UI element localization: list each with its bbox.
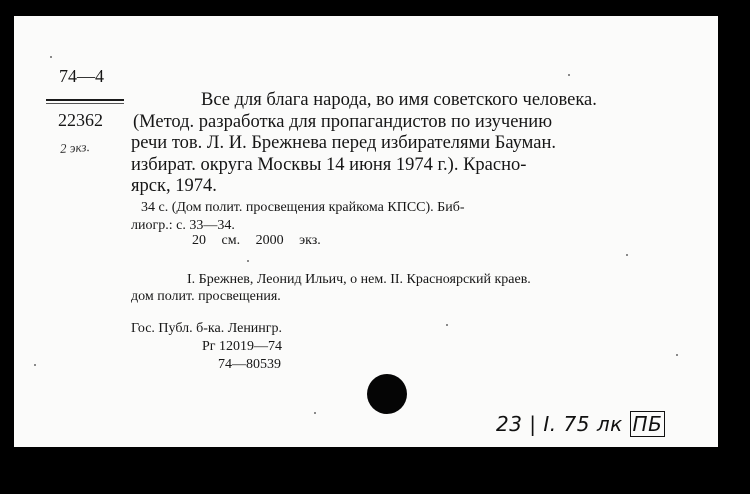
card-number: 74—80539 [218,357,281,372]
subject-heading-line: I. Брежнев, Леонид Ильич, о нем. II. Красноярский краев. [187,272,531,287]
ink-speck [50,56,52,58]
ink-speck [676,354,678,356]
ink-speck [568,74,570,76]
punch-hole [367,374,407,414]
catalog-card [14,16,718,447]
main-line: ярск, 1974. [131,176,217,196]
main-line: речи тов. Л. И. Брежнева перед избирателями Бауман. [131,133,556,153]
author-mark: 22362 [58,110,103,130]
handwritten-note [496,412,665,436]
pages-series-line: 34 с. (Дом полит. просвещения крайкома КПСС). Биб- [141,200,465,215]
ink-speck [626,254,628,256]
main-entry [131,90,597,198]
main-line: Все для блага народа, во имя советского человека. [201,90,597,110]
classification-divider [46,99,124,101]
bibliography-line: лиогр.: с. 33—34. [131,218,235,233]
library-name: Гос. Публ. б-ка. Ленингр. [131,321,283,336]
handwritten-boxed-mark: ПБ [630,411,666,437]
handwritten-text: 23 | I. 75 лк [496,412,623,436]
main-line: избират. округа Москвы 14 июня 1974 г.). Красно- [131,154,527,175]
ink-speck [34,364,36,366]
ink-speck [314,412,316,414]
library-rg-number: Рг 12019—74 [202,339,283,354]
subject-heading-line: дом полит. просвещения. [131,289,281,304]
classification-code: 74—4 [59,66,104,86]
ink-speck [247,260,249,262]
copies-note: 2 экз. [59,138,91,157]
ink-speck [446,324,448,326]
main-line: (Метод. разработка для пропагандистов по изучению [133,111,553,132]
size-print-run-line: 20 см. 2000 экз. [192,233,321,248]
